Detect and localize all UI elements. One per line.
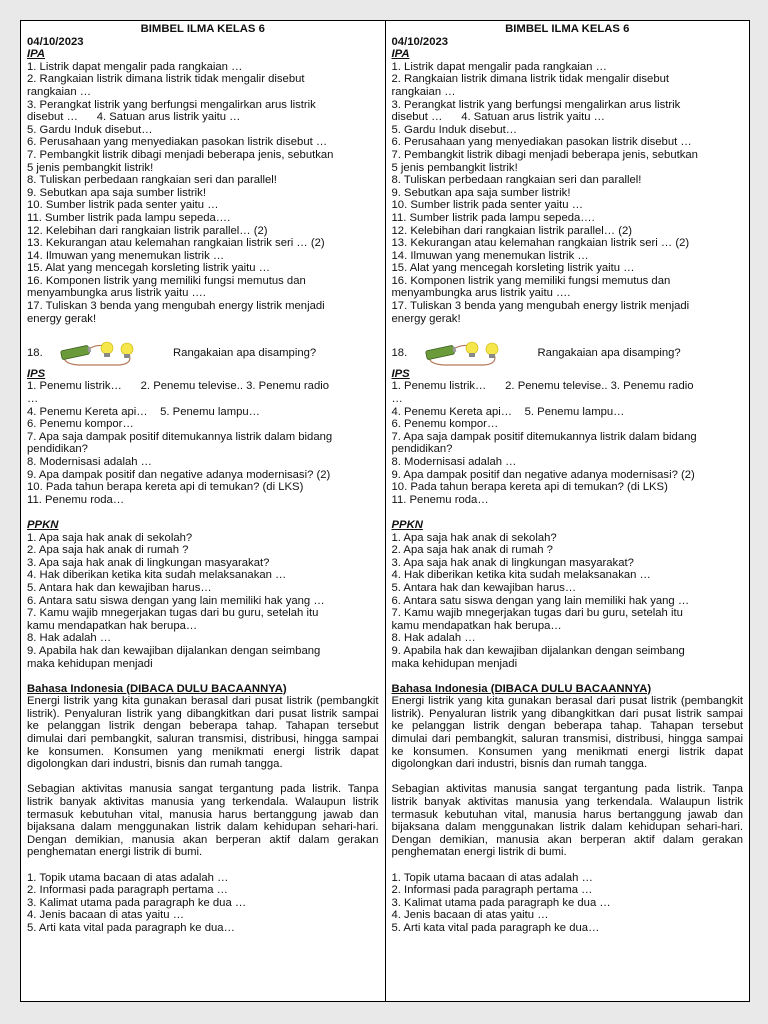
question-line: menyambungka arus listrik yaitu …. <box>27 287 206 300</box>
question-line: rangkaian … <box>391 85 456 98</box>
worksheet-column-right <box>385 21 750 1001</box>
question-line: pendidikan? <box>391 443 453 456</box>
question-line: 9. Apa dampak positif dan negative adanya modernisasi? (2) <box>391 468 695 481</box>
question-line: 5. Arti kata vital pada paragraph ke dua… <box>391 921 600 934</box>
question-18 <box>392 338 744 368</box>
question-line: 17. Tuliskan 3 benda yang mengubah energy listrik menjadi <box>27 300 325 313</box>
question-text: Rangakaian apa disamping? <box>173 346 317 359</box>
question-line: 9. Sebutkan apa saja sumber listrik! <box>27 186 206 199</box>
question-line: 11. Sumber listrik pada lampu sepeda…. <box>391 211 595 224</box>
question-line: 5 jenis pembangkit listrik! <box>27 161 154 174</box>
question-line: 5. Antara hak dan kewajiban harus… <box>391 581 577 594</box>
section-heading-ppkn: PPKN <box>391 518 423 531</box>
question-line: … <box>27 393 39 406</box>
question-line: 4. Jenis bacaan di atas yaitu … <box>391 909 549 922</box>
question-line: 9. Apa dampak positif dan negative adanya modernisasi? (2) <box>27 468 331 481</box>
question-line: 1. Apa saja hak anak di sekolah? <box>27 531 193 544</box>
reading-paragraph-1: Energi listrik yang kita gunakan berasal dari pusat listrik (pembangkit listrik). Penyaluran listrik yang dibangkitkan dari pusat listrik sampai ke pelanggan listrik dengan beberapa tahap. Tahapan tersebut dimulai dari pembangkit, saluran transmisi, distribusi, hingga sampai ke konsumen. Konsumen yang menikmati energi listrik dapat digolongkan dari industri, bisnis dan rumah tangga. <box>391 695 743 771</box>
question-number: 18. <box>27 346 43 359</box>
ipa-question-list <box>27 61 379 325</box>
question-line: 1. Topik utama bacaan di atas adalah … <box>27 871 229 884</box>
question-line: 15. Alat yang mencegah korsleting listrik yaitu … <box>391 262 635 275</box>
question-line: 6. Perusahaan yang menyediakan pasokan listrik disebut … <box>391 136 692 149</box>
question-line: 8. Tuliskan perbedaan rangkaian seri dan parallel! <box>391 174 642 187</box>
question-line: 16. Komponen listrik yang memiliki fungsi memutus dan <box>27 274 306 287</box>
question-line: 1. Topik utama bacaan di atas adalah … <box>391 871 593 884</box>
question-line: 5. Gardu Induk disebut… <box>27 123 153 136</box>
question-line: 6. Antara satu siswa dengan yang lain memiliki hak yang … <box>391 594 690 607</box>
question-line: 1. Penemu listrik… 2. Penemu televise.. 3. Penemu radio <box>27 380 330 393</box>
question-line: 2. Apa saja hak anak di rumah ? <box>27 544 189 557</box>
question-line: disebut … 4. Satuan arus listrik yaitu … <box>27 111 241 124</box>
question-line: 6. Antara satu siswa dengan yang lain memiliki hak yang … <box>27 594 325 607</box>
question-line: kamu mendapatkan hak berupa… <box>391 619 562 632</box>
question-line: maka kehidupan menjadi <box>391 657 518 670</box>
worksheet-column-left <box>21 21 385 1001</box>
question-line: maka kehidupan menjadi <box>27 657 153 670</box>
question-line: 6. Penemu kompor… <box>27 418 134 431</box>
question-line: 5. Arti kata vital pada paragraph ke dua… <box>27 921 235 934</box>
worksheet-date: 04/10/2023 <box>27 35 84 48</box>
question-line: 7. Apa saja dampak positif ditemukannya listrik dalam bidang <box>391 430 697 443</box>
question-line: 12. Kelebihan dari rangkaian listrik parallel… (2) <box>27 224 268 237</box>
question-line: 4. Hak diberikan ketika kita sudah melaksanakan … <box>391 569 651 582</box>
question-line: 1. Listrik dapat mengalir pada rangkaian … <box>27 60 243 73</box>
question-line: kamu mendapatkan hak berupa… <box>27 619 198 632</box>
question-line: 11. Penemu roda… <box>27 493 125 506</box>
ppkn-question-list <box>392 532 744 671</box>
question-line: 8. Hak adalah … <box>27 632 112 645</box>
question-line: 3. Apa saja hak anak di lingkungan masyarakat? <box>27 556 270 569</box>
question-line: 13. Kekurangan atau kelemahan rangkaian listrik seri … (2) <box>391 237 690 250</box>
question-line: 12. Kelebihan dari rangkaian listrik parallel… (2) <box>391 224 632 237</box>
question-line: 3. Perangkat listrik yang berfungsi mengalirkan arus listrik <box>391 98 681 111</box>
question-line: energy gerak! <box>27 312 97 325</box>
question-line: 9. Apabila hak dan kewajiban dijalankan dengan seimbang <box>391 644 685 657</box>
question-line: 9. Apabila hak dan kewajiban dijalankan dengan seimbang <box>27 644 321 657</box>
question-line: 15. Alat yang mencegah korsleting listrik yaitu … <box>27 262 271 275</box>
question-line: 10. Pada tahun berapa kereta api di temukan? (di LKS) <box>27 481 304 494</box>
bahasa-question-list <box>27 872 379 935</box>
question-line: 8. Modernisasi adalah … <box>391 456 517 468</box>
ppkn-question-list <box>27 532 379 671</box>
question-line: 7. Pembangkit listrik dibagi menjadi beberapa jenis, sebutkan <box>27 148 334 161</box>
question-line: 14. Ilmuwan yang menemukan listrik … <box>391 249 589 262</box>
battery-and-two-bulbs-circuit-icon <box>57 338 137 368</box>
worksheet-date: 04/10/2023 <box>391 35 449 48</box>
section-heading-bahasa: Bahasa Indonesia (DIBACA DULU BACAANNYA) <box>27 682 287 695</box>
ipa-question-list <box>392 61 744 325</box>
question-line: 7. Kamu wajib mnegerjakan tugas dari bu guru, setelah itu <box>391 607 683 620</box>
question-line: 2. Apa saja hak anak di rumah ? <box>391 544 553 557</box>
section-heading-ipa: IPA <box>391 48 410 61</box>
question-number: 18. <box>391 346 408 359</box>
worksheet-title: BIMBEL ILMA KELAS 6 <box>140 23 265 35</box>
question-line: 1. Apa saja hak anak di sekolah? <box>391 531 557 544</box>
question-line: 3. Kalimat utama pada paragraph ke dua … <box>391 896 611 909</box>
question-line: energy gerak! <box>391 312 461 325</box>
question-line: 4. Jenis bacaan di atas yaitu … <box>27 909 184 922</box>
question-line: 14. Ilmuwan yang menemukan listrik … <box>27 249 225 262</box>
battery-and-two-bulbs-circuit-icon <box>422 338 502 368</box>
question-line: 17. Tuliskan 3 benda yang mengubah energy listrik menjadi <box>391 300 690 313</box>
reading-paragraph-2: Sebagian aktivitas manusia sangat tergantung pada listrik. Tanpa listrik banyak aktivitas manusia yang terkendala. Walaupun listrik termasuk kebutuhan vital, manusia harus bertanggung jawab dan bijaksana dalam menggunakan listrik dalam kehidupan sehari-hari. Dengan demikian, manusia akan berperan aktif dalam gerakan penghematan energi listrik di bumi. <box>27 783 379 859</box>
question-line: 3. Apa saja hak anak di lingkungan masyarakat? <box>391 556 634 569</box>
question-line: 7. Kamu wajib mnegerjakan tugas dari bu guru, setelah itu <box>27 607 319 620</box>
question-18 <box>27 338 379 368</box>
question-line: 6. Penemu kompor… <box>391 418 499 431</box>
question-line: 8. Tuliskan perbedaan rangkaian seri dan parallel! <box>27 174 277 187</box>
reading-paragraph-1: Energi listrik yang kita gunakan berasal dari pusat listrik (pembangkit listrik). Penyaluran listrik yang dibangkitkan dari pusat listrik sampai ke pelanggan listrik dengan beberapa tahap. Tahapan tersebut dimulai dari pembangkit, saluran transmisi, distribusi, hingga sampai ke konsumen. Konsumen yang menikmati energi listrik dapat digolongkan dari industri, bisnis dan rumah tangga. <box>27 695 379 771</box>
ips-question-list <box>392 380 744 506</box>
question-line: pendidikan? <box>27 443 88 456</box>
question-line: 11. Penemu roda… <box>391 493 489 506</box>
question-line: menyambungka arus listrik yaitu …. <box>391 287 571 300</box>
ips-question-list <box>27 380 379 506</box>
question-text: Rangakaian apa disamping? <box>537 346 681 359</box>
question-line: 6. Perusahaan yang menyediakan pasokan listrik disebut … <box>27 136 328 149</box>
question-line: 2. Informasi pada paragraph pertama … <box>391 884 593 897</box>
section-heading-ips: IPS <box>27 367 46 380</box>
question-line: 2. Informasi pada paragraph pertama … <box>27 884 228 897</box>
question-line: 10. Sumber listrik pada senter yaitu … <box>391 199 584 212</box>
question-line: 4. Penemu Kereta api… 5. Penemu lampu… <box>27 405 260 418</box>
question-line: 5. Gardu Induk disebut… <box>391 123 518 136</box>
question-line: 3. Kalimat utama pada paragraph ke dua … <box>27 896 247 909</box>
question-line: 8. Hak adalah … <box>391 632 476 645</box>
question-line: 1. Listrik dapat mengalir pada rangkaian … <box>391 60 607 73</box>
question-line: 7. Pembangkit listrik dibagi menjadi beberapa jenis, sebutkan <box>391 148 698 161</box>
question-line: 8. Modernisasi adalah … <box>27 456 152 468</box>
question-line: 11. Sumber listrik pada lampu sepeda…. <box>27 211 231 224</box>
worksheet-title: BIMBEL ILMA KELAS 6 <box>505 23 630 35</box>
question-line: 10. Sumber listrik pada senter yaitu … <box>27 199 219 212</box>
worksheet-page <box>20 20 750 1002</box>
question-line: rangkaian … <box>27 85 92 98</box>
question-line: 5 jenis pembangkit listrik! <box>391 161 518 174</box>
question-line: disebut … 4. Satuan arus listrik yaitu … <box>391 111 605 124</box>
question-line: … <box>391 393 403 406</box>
section-heading-bahasa: Bahasa Indonesia (DIBACA DULU BACAANNYA) <box>391 682 652 695</box>
question-line: 5. Antara hak dan kewajiban harus… <box>27 581 212 594</box>
question-line: 1. Penemu listrik… 2. Penemu televise.. 3. Penemu radio <box>391 380 694 393</box>
section-heading-ppkn: PPKN <box>27 518 59 531</box>
question-line: 2. Rangkaian listrik dimana listrik tidak mengalir disebut <box>391 73 670 86</box>
question-line: 10. Pada tahun berapa kereta api di temukan? (di LKS) <box>391 481 668 494</box>
question-line: 7. Apa saja dampak positif ditemukannya listrik dalam bidang <box>27 430 333 443</box>
question-line: 13. Kekurangan atau kelemahan rangkaian listrik seri … (2) <box>27 237 325 250</box>
question-line: 16. Komponen listrik yang memiliki fungsi memutus dan <box>391 274 671 287</box>
question-line: 2. Rangkaian listrik dimana listrik tidak mengalir disebut <box>27 73 305 86</box>
bahasa-question-list <box>392 872 744 935</box>
question-line: 9. Sebutkan apa saja sumber listrik! <box>391 186 571 199</box>
question-line: 3. Perangkat listrik yang berfungsi mengalirkan arus listrik <box>27 98 316 111</box>
question-line: 4. Penemu Kereta api… 5. Penemu lampu… <box>391 405 625 418</box>
reading-paragraph-2: Sebagian aktivitas manusia sangat tergantung pada listrik. Tanpa listrik banyak aktivitas manusia yang terkendala. Walaupun listrik termasuk kebutuhan vital, manusia harus bertanggung jawab dan bijaksana dalam menggunakan listrik dalam kehidupan sehari-hari. Dengan demikian, manusia akan berperan aktif dalam gerakan penghematan energi listrik di bumi. <box>391 783 743 859</box>
section-heading-ipa: IPA <box>27 48 45 61</box>
question-line: 4. Hak diberikan ketika kita sudah melaksanakan … <box>27 569 287 582</box>
section-heading-ips: IPS <box>391 367 410 380</box>
